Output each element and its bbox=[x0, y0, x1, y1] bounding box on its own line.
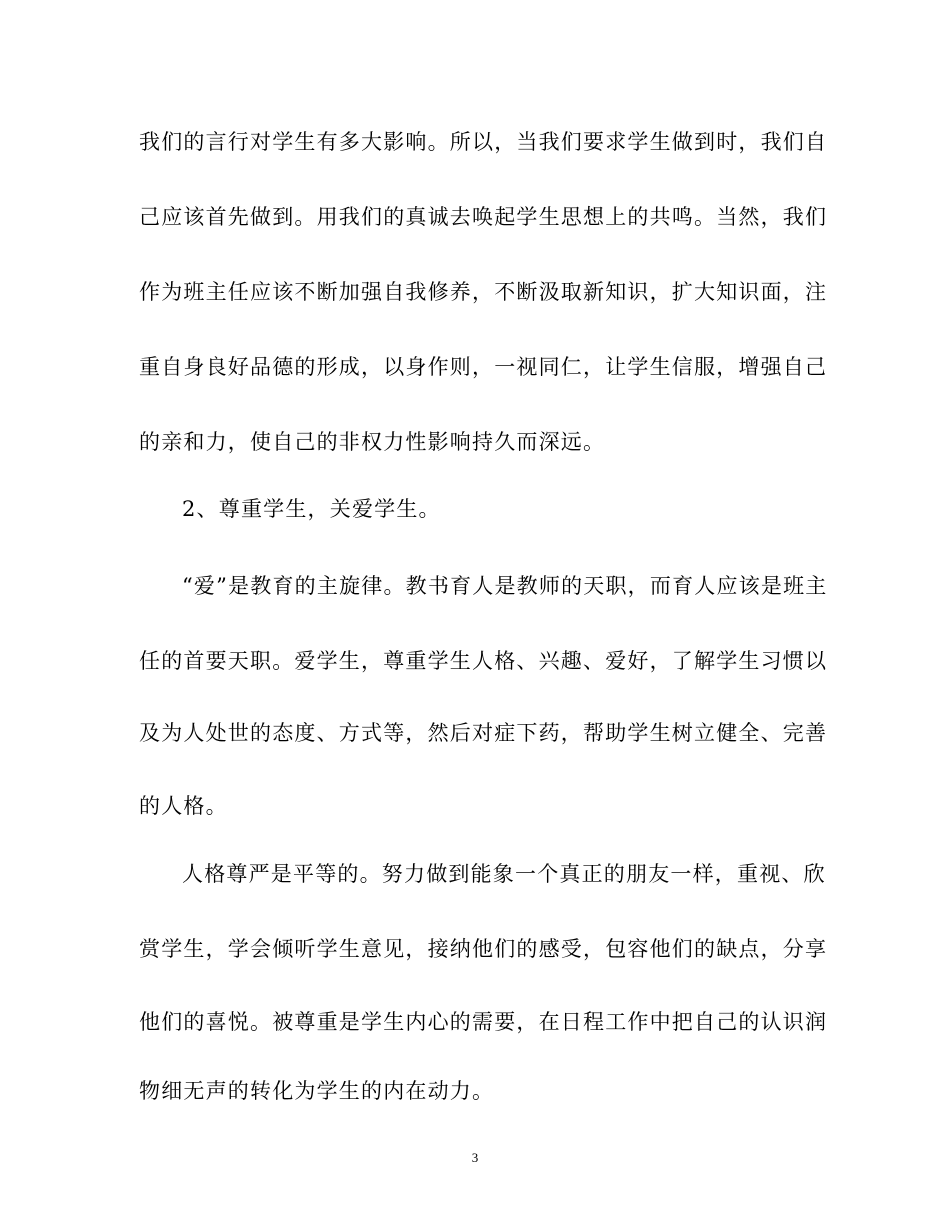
paragraph-2-line-1: “爱”是教育的主旋律。教书育人是教师的天职，而育人应该是班主 bbox=[182, 574, 828, 598]
paragraph-3-line-2: 赏学生，学会倾听学生意见，接纳他们的感受，包容他们的缺点，分享 bbox=[139, 937, 828, 961]
paragraph-1-line-2: 己应该首先做到。用我们的真诚去唤起学生思想上的共鸣。当然，我们 bbox=[139, 205, 828, 229]
paragraph-1-line-5: 的亲和力，使自己的非权力性影响持久而深远。 bbox=[139, 430, 606, 454]
paragraph-2-line-2: 任的首要天职。爱学生，尊重学生人格、兴趣、爱好，了解学生习惯以 bbox=[139, 649, 828, 673]
paragraph-1-line-1: 我们的言行对学生有多大影响。所以，当我们要求学生做到时，我们自 bbox=[139, 130, 828, 154]
paragraph-1-line-3: 作为班主任应该不断加强自我修养，不断汲取新知识，扩大知识面，注 bbox=[139, 280, 828, 304]
paragraph-3-line-4: 物细无声的转化为学生的内在动力。 bbox=[139, 1079, 495, 1103]
paragraph-3-line-3: 他们的喜悦。被尊重是学生内心的需要，在日程工作中把自己的认识润 bbox=[139, 1010, 828, 1034]
paragraph-2-line-4: 的人格。 bbox=[139, 794, 228, 818]
paragraph-1-line-4: 重自身良好品德的形成，以身作则，一视同仁，让学生信服，增强自己 bbox=[139, 355, 828, 379]
page-number: 3 bbox=[471, 1150, 479, 1165]
paragraph-2-line-3: 及为人处世的态度、方式等，然后对症下药，帮助学生树立健全、完善 bbox=[139, 721, 828, 745]
paragraph-3-line-1: 人格尊严是平等的。努力做到能象一个真正的朋友一样，重视、欣 bbox=[182, 862, 826, 886]
section-heading: 2、尊重学生，关爱学生。 bbox=[182, 497, 441, 521]
